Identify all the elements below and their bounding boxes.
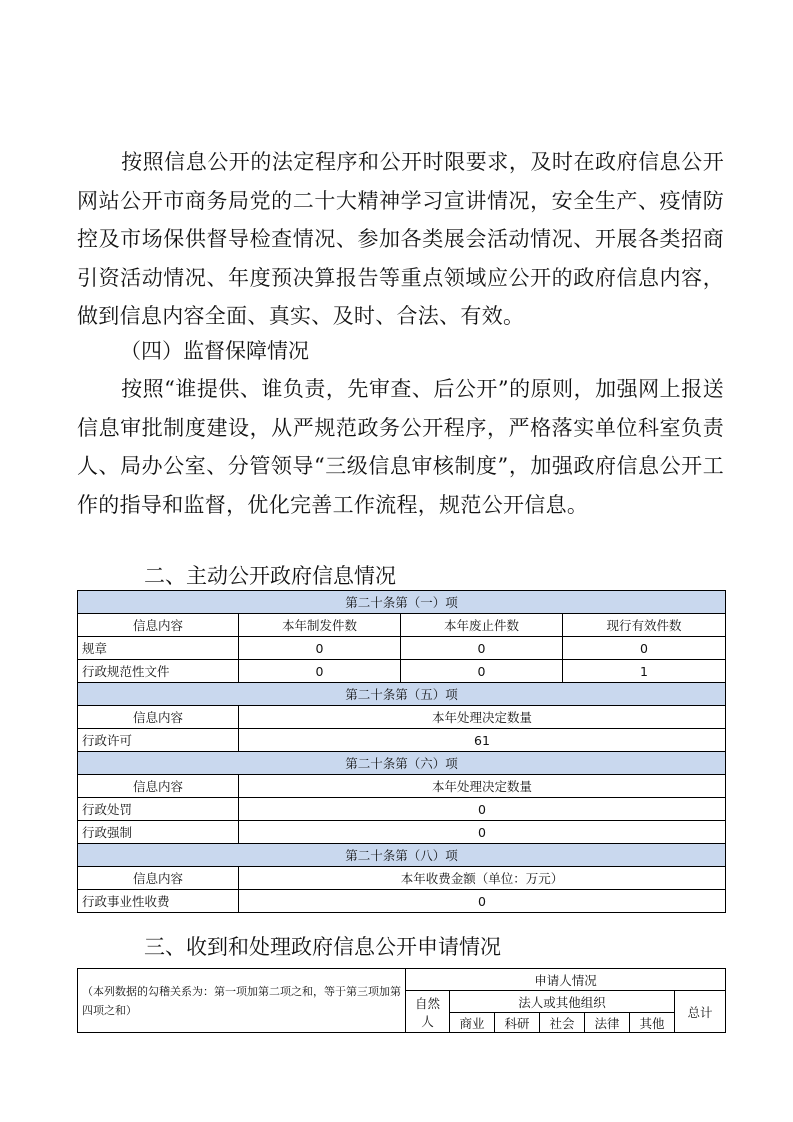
- col-header-decisions: 本年处理决定数量: [239, 775, 726, 798]
- col-header-decisions: 本年处理决定数量: [239, 706, 726, 729]
- category-legal: 法律: [585, 1013, 630, 1033]
- table-note: （本列数据的勾稽关系为：第一项加第二项之和，等于第三项加第四项之和）: [78, 969, 406, 1033]
- row-label: 行政强制: [78, 821, 239, 844]
- cell-valid: 0: [563, 637, 726, 660]
- category-research: 科研: [495, 1013, 540, 1033]
- requests-table: [77, 968, 726, 1033]
- col-header-content: 信息内容: [78, 706, 239, 729]
- paragraph-supervision: 按照“谁提供、谁负责，先审查、后公开”的原则，加强网上报送信息审批制度建设，从严规范政务公开程序，严格落实单位科室负责人、局办公室、分管领导“三级信息审核制度”，加强政府信息公开工作的指导和监督，优化完善工作流程，规范公开信息。: [77, 377, 724, 517]
- article-20-5-header: 第二十条第（五）项: [78, 683, 726, 706]
- row-label: 规章: [78, 637, 239, 660]
- table-row: [78, 729, 726, 752]
- article-20-1-header: 第二十条第（一）项: [78, 591, 726, 614]
- col-header-abolished: 本年废止件数: [401, 614, 563, 637]
- table-row: [78, 637, 726, 660]
- row-label: 行政事业性收费: [78, 890, 239, 913]
- active-disclosure-table: [77, 590, 726, 913]
- heading-supervision: （四）监督保障情况: [120, 339, 309, 363]
- col-header-valid: 现行有效件数: [563, 614, 726, 637]
- legal-entity-header: 法人或其他组织: [450, 991, 675, 1013]
- section-title-requests: 三、收到和处理政府信息公开申请情况: [144, 935, 501, 959]
- cell-value: 0: [239, 890, 726, 913]
- article-20-8-header: 第二十条第（八）项: [78, 844, 726, 867]
- article-20-6-header: 第二十条第（六）项: [78, 752, 726, 775]
- col-header-issued: 本年制发件数: [239, 614, 401, 637]
- category-commercial: 商业: [450, 1013, 495, 1033]
- col-header-content: 信息内容: [78, 614, 239, 637]
- paragraph-publication-content: 按照信息公开的法定程序和公开时限要求，及时在政府信息公开网站公开市商务局党的二十大精神学习宣讲情况，安全生产、疫情防控及市场保供督导检查情况、参加各类展会活动情况、开展各类招商引资活动情况、年度预决算报告等重点领域应公开的政府信息内容，做到信息内容全面、真实、及时、合法、有效。: [77, 150, 724, 329]
- table-row: [78, 798, 726, 821]
- applicant-header: 申请人情况: [406, 969, 726, 991]
- table-row: [78, 660, 726, 683]
- section-title-active-disclosure: 二、主动公开政府信息情况: [144, 564, 396, 588]
- cell-issued: 0: [239, 660, 401, 683]
- row-label: 行政规范性文件: [78, 660, 239, 683]
- cell-value: 61: [239, 729, 726, 752]
- category-social: 社会: [540, 1013, 585, 1033]
- cell-abolished: 0: [401, 637, 563, 660]
- natural-person-header: 自然 人: [406, 991, 450, 1033]
- table-row: [78, 890, 726, 913]
- col-header-content: 信息内容: [78, 775, 239, 798]
- col-header-fees: 本年收费金额（单位：万元）: [239, 867, 726, 890]
- cell-valid: 1: [563, 660, 726, 683]
- table-row: [78, 821, 726, 844]
- row-label: 行政许可: [78, 729, 239, 752]
- cell-issued: 0: [239, 637, 401, 660]
- col-header-content: 信息内容: [78, 867, 239, 890]
- row-label: 行政处罚: [78, 798, 239, 821]
- cell-abolished: 0: [401, 660, 563, 683]
- cell-value: 0: [239, 798, 726, 821]
- cell-value: 0: [239, 821, 726, 844]
- category-other: 其他: [630, 1013, 675, 1033]
- total-header: 总计: [675, 991, 726, 1033]
